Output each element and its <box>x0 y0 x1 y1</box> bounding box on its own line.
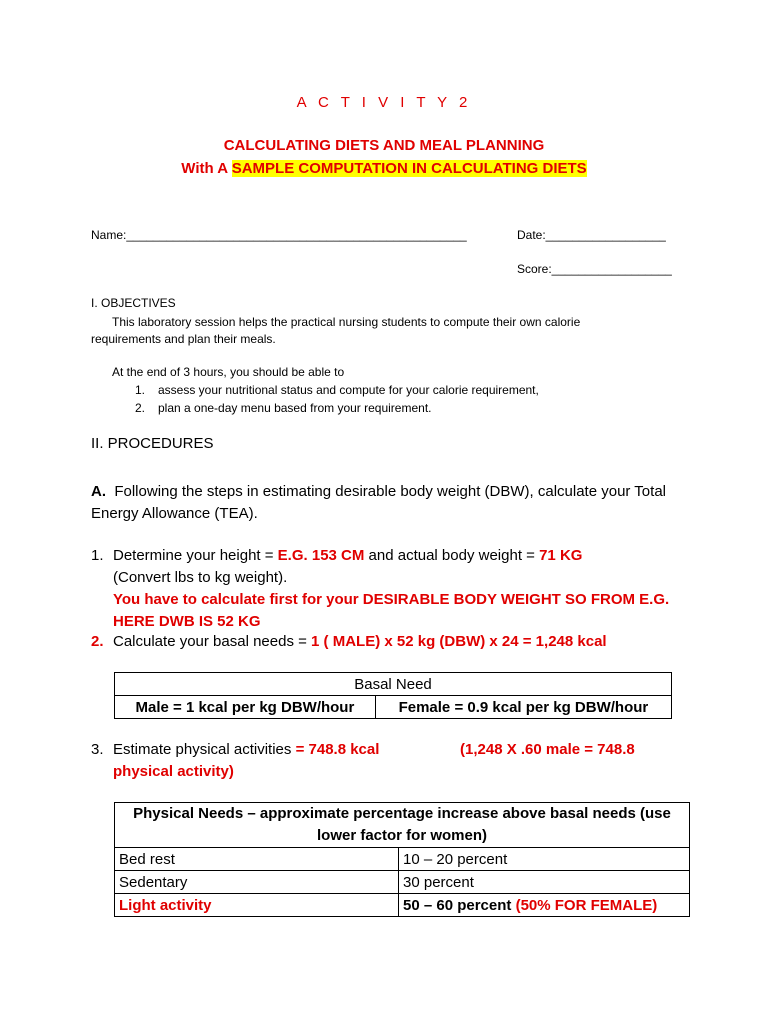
physical-table-header: Physical Needs – approximate percentage increase above basal needs (use lower factor for women) <box>115 803 690 848</box>
procedures-heading: II. PROCEDURES <box>91 435 214 452</box>
height-value: E.G. 153 CM <box>277 547 365 564</box>
subtitle-highlight: SAMPLE COMPUTATION IN CALCULATING DIETS <box>231 160 587 177</box>
percent-note: (50% FOR FEMALE) <box>515 896 658 914</box>
name-field: Name:___________________________________________________ <box>91 228 467 242</box>
basal-male-cell: Male = 1 kcal per kg DBW/hour <box>115 696 376 719</box>
physical-value: = 748.8 kcal <box>295 741 380 758</box>
step-3-number: 3. <box>91 741 104 758</box>
table-row <box>115 848 690 871</box>
step-1-text-b: and actual body weight = <box>364 547 540 564</box>
step-3-text: Estimate physical activities <box>113 741 296 758</box>
step-1-number: 1. <box>91 547 104 564</box>
section-a-label: A. <box>91 483 106 500</box>
step-2-text: Calculate your basal needs = <box>113 633 312 650</box>
objective-item <box>135 383 539 397</box>
objective-item <box>135 401 432 415</box>
objectives-intro: At the end of 3 hours, you should be able to <box>112 365 345 379</box>
activity-cell: Sedentary <box>115 871 399 894</box>
subtitle-line-1: CALCULATING DIETS AND MEAL PLANNING <box>223 137 545 154</box>
step-1-text-c: (Convert lbs to kg weight). <box>113 569 288 586</box>
activity-cell: Bed rest <box>115 848 399 871</box>
section-a <box>91 481 691 525</box>
basal-need-table <box>114 672 672 719</box>
table-row <box>115 894 690 917</box>
basal-table-header: Basal Need <box>115 673 672 696</box>
objectives-heading: I. OBJECTIVES <box>91 296 176 310</box>
date-field: Date:__________________ <box>517 228 666 242</box>
objective-number: 2. <box>135 401 146 415</box>
percent-cell: 10 – 20 percent <box>399 848 690 871</box>
percent-value: 50 – 60 percent <box>403 896 516 914</box>
step-3-note-a: (1,248 X .60 male = 748.8 <box>460 741 635 758</box>
physical-needs-table <box>114 802 690 917</box>
step-3 <box>91 739 691 783</box>
percent-cell: 30 percent <box>399 871 690 894</box>
weight-value: 71 KG <box>539 547 583 564</box>
percent-cell-with-note <box>399 894 690 917</box>
score-field: Score:__________________ <box>517 262 672 276</box>
step-2 <box>91 633 691 650</box>
objective-text: plan a one-day menu based from your requirement. <box>158 401 432 415</box>
objective-number: 1. <box>135 383 146 397</box>
basal-value: 1 ( MALE) x 52 kg (DBW) x 24 = 1,248 kcal <box>311 633 607 650</box>
activity-cell: Light activity <box>115 894 399 917</box>
step-3-note-b: physical activity) <box>113 763 234 780</box>
step-2-number: 2. <box>91 633 104 650</box>
subtitle-line-2 <box>0 160 768 177</box>
activity-title: A C T I V I T Y 2 <box>296 94 472 111</box>
subtitle-prefix: With A <box>181 160 232 177</box>
step-1-note: You have to calculate first for your DESIRABLE BODY WEIGHT SO FROM E.G. HERE DWB IS 52 KG <box>113 591 670 630</box>
objectives-paragraph: This laboratory session helps the practical nursing students to compute their own calorie requirements and plan their meals. <box>91 315 581 346</box>
step-1 <box>91 545 691 633</box>
objective-text: assess your nutritional status and compute for your calorie requirement, <box>158 383 539 397</box>
basal-female-cell: Female = 0.9 kcal per kg DBW/hour <box>375 696 671 719</box>
section-a-text: Following the steps in estimating desirable body weight (DBW), calculate your Total Energy Allowance (TEA). <box>91 483 666 522</box>
table-row <box>115 871 690 894</box>
step-1-text-a: Determine your height = <box>113 547 278 564</box>
